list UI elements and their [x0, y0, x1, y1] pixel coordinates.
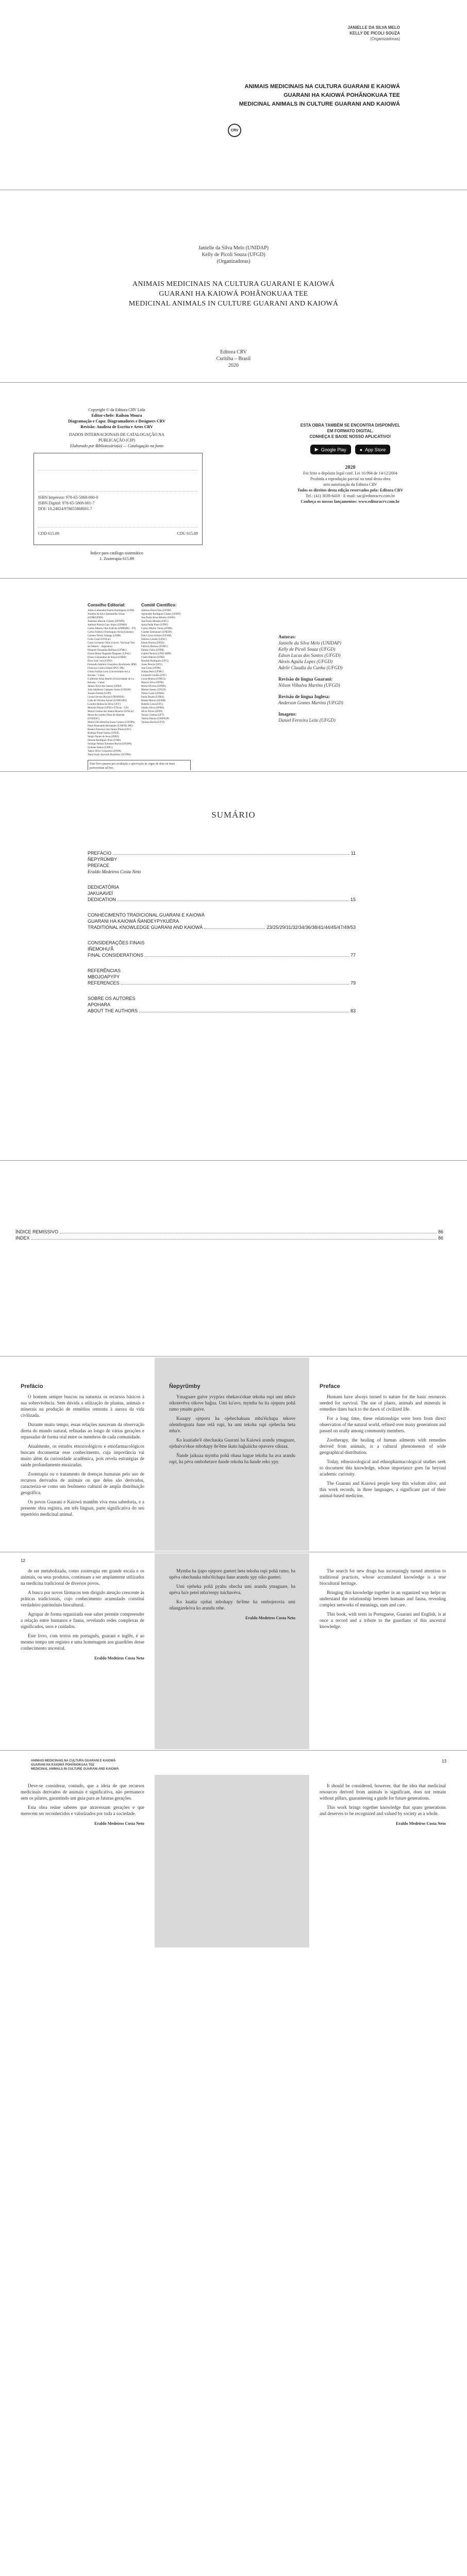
toc-entry[interactable]	[88, 1008, 356, 1014]
board-right-title: Comitê Científico:	[141, 603, 177, 607]
toc-leader-dots	[118, 896, 349, 901]
digital-notice-3: CONHEÇA E BAIXE NOSSO APLICATIVO!	[309, 434, 391, 439]
page-divider	[0, 382, 467, 383]
board-member: Josania Portela (UFPI)	[88, 692, 111, 695]
closing-paragraph-en: It should be considered, however, that the idea that medicinal resources derived from animals is significant, does not remain without pillars, guaranteeing a guide for future generations.	[320, 1783, 446, 1801]
toc-leader-dots	[31, 1235, 437, 1240]
cip-line-2: PUBLICAÇÃO (CIP)	[98, 438, 135, 443]
preface-heading-pt: Prefácio	[21, 1383, 43, 1389]
toc-entry[interactable]	[88, 1002, 356, 1008]
preface-paragraph-pt: O homem sempre buscou na natureza os recursos básicos à sua sobrevivência. Sem dúvida a utilização de plantas, animais e minerais na produção de remédios remonta à aurora da vida civilizada.	[21, 1394, 144, 1418]
title-gn: GUARANI HA KAIOWÁ POHÃNOKUAA TEE	[159, 290, 308, 298]
board-member: Gloria Fariñas León (Universidade de La Havana – Cuba)	[88, 671, 130, 677]
page-divider	[0, 578, 467, 579]
committee-member: Gisele Ribeiro (UFRJ)	[141, 656, 165, 659]
committee-member: Vanessa Rocha (UFJF)	[141, 721, 165, 724]
toc-entry-title: CONHECIMENTO TRADICIONAL GUARANI E KAIOWÁ	[88, 912, 205, 918]
cip-line-1: DADOS INTERNACIONAIS DE CATALOGAÇÃO NA	[69, 432, 164, 437]
board-member: Aldira Guimarães Duarte Domínguez (UNB)	[88, 609, 135, 612]
preface-paragraph-gn: Kuaapy ojeporu ha ojehechakuaa mba'éichapa tekove oñemboguata ñane retã rupi, ha umi tekoha rupi ojehecha heta mba'e.	[169, 1416, 295, 1433]
toc-entry-title: Eraldo Medeiros Costa Neto	[88, 869, 141, 874]
digital-notice-1: ESTA OBRA TAMBÉM SE ENCONTRA DISPONÍVEL	[300, 423, 401, 428]
toc-block-knowledge[interactable]	[88, 912, 356, 930]
board-member: Tania Suely Azevedo Brasileiro (UFOPA)	[88, 754, 131, 756]
english-reviewer: Anderson Gomes Martins (UFGD)	[278, 700, 343, 705]
toc-entry[interactable]	[88, 850, 356, 856]
images-label: Imagens:	[278, 711, 297, 717]
committee-member: Roberto Lima (UFC)	[141, 703, 163, 706]
committee-member: Nilton Costa (UFMA)	[141, 692, 164, 695]
toc-entry-title: REFERÊNCIAS	[88, 968, 121, 973]
page-divider	[0, 1160, 467, 1161]
preface2-paragraph-pt: Agrupar de forma organizada esse saber permite compreender a relação entre humanos e fauna, revelando redes complexas de significados, usos e cuidados.	[21, 1612, 144, 1629]
rights-3: sem autorização da Editora CRV	[323, 482, 377, 487]
committee-member: Haroldo Rodrigues (UFG)	[141, 660, 169, 663]
closing-paragraph-pt: Deve-se considerar, contudo, que a ideia de que recursos medicinais derivados de animais é significativa, não permanece sem os pilares, garantindo um guia para as futuras gerações.	[21, 1783, 144, 1801]
toc-entry[interactable]	[88, 980, 356, 986]
committee-member: Tereza Cristina (UFT)	[141, 714, 164, 717]
board-member: Maria Lília Imbiriba Sousa Colares (UFOPA)	[88, 721, 135, 724]
board-member: Leonel Severo Rocha (UNISINOS)	[88, 696, 124, 699]
authors-list	[278, 640, 392, 671]
board-member: Cesar Gerónimo Tello (Univer. Nacional Três de Febrero – Argentina)	[88, 642, 135, 648]
preface2-paragraph-en: The search for new drugs has increasingly turned attention to traditional practices, whose accumulated knowledge is a true biocultural heritage.	[320, 1568, 446, 1586]
closing-signature-pt: Eraldo Medeiros Costa Neto	[94, 1821, 144, 1826]
committee-member: Gabriel Pereira (UNICAMP)	[141, 653, 172, 655]
committee-member: Fátima Vieira (UFPR)	[141, 649, 164, 652]
copyright-year: 2020	[345, 465, 356, 470]
title-page-publisher	[0, 349, 467, 369]
closing-signature-en: Eraldo Medeiros Costa Neto	[396, 1821, 446, 1826]
board-member: Elizeu Clementino de Souza (UNEB)	[88, 656, 126, 659]
page-divider	[0, 1750, 467, 1751]
committee-member: Jonas Pereira (UFU)	[141, 664, 163, 666]
title-en: MEDICINAL ANIMALS IN CULTURE GUARANI AND KAIOWÁ	[128, 300, 339, 308]
play-store-icon: ▶	[314, 447, 319, 452]
board-left-title: Conselho Editorial:	[88, 603, 126, 607]
title-page-editors	[0, 245, 467, 265]
toc-block-index[interactable]	[15, 1229, 443, 1241]
doi: DOI: 10.24824/978655868001.7	[38, 506, 92, 511]
preface-paragraph-gn: Ymaguare guive yvypóra ohekava'ekue tekoha rupi umi mba'e oikotevẽva oikove hag̃ua. Umi ka'avo, mymba ha ita ojepuru pohã ramo ymaite guive.	[169, 1394, 295, 1412]
board-member: Guillermo Arias Beatón (Universidade de La Havana – Cuba)	[88, 678, 134, 684]
cover-organizer-1: JANIELLE DA SILVA MELO	[347, 25, 400, 30]
toc-page-number: 79	[350, 980, 356, 986]
board-member: Carlos Alberto Vilar Estêvão (UMINHO – PT)	[88, 628, 136, 630]
blank-area	[0, 1947, 467, 2576]
preface-continued-page	[0, 1553, 467, 1749]
board-member: Jailson Alves dos Santos (UFRJ)	[88, 685, 122, 688]
preface-paragraph-gn: Ñande jaikuaa mymba pohã ohasa hague tekoha ha ava arandu rupi, ha péva ombohetave ñande rekoha ha ñande reko ypy.	[169, 1453, 295, 1464]
closing-page	[0, 1752, 467, 1947]
toc-block-preface[interactable]	[88, 850, 356, 875]
preface-page	[0, 1358, 467, 1551]
preface-en-column	[320, 1383, 446, 1502]
board-member: Fernando Antônio Gonçalves Alcoforado (IPB)	[88, 664, 137, 666]
committee-member: Adriana Flávia Neu (UFSM)	[141, 609, 171, 612]
editor-2: Kelly de Picoli Souza (UFGD)	[202, 252, 265, 258]
rights-2: Proibida a reprodução parcial ou total desta obra	[310, 477, 391, 481]
running-header-gn: GUARANI HA KAIOWÁ POHÃNOKUAA TEE	[31, 1764, 95, 1767]
committee-member: Sílvia Torres (UFPI)	[141, 710, 162, 713]
toc-entry-title: ABOUT THE AUTHORS	[88, 1008, 138, 1013]
preface2-paragraph-gn: Mymba ha ijapo ojeporu gueteri heta tekoha rupi pohã ramo, ha upéva ohechauka mba'éichapa ñane arandu ypy oiko gueteri.	[169, 1568, 295, 1580]
title-pt: ANIMAIS MEDICINAIS NA CULTURA GUARANI E KAIOWÁ	[132, 280, 335, 288]
toc-entry[interactable]	[88, 924, 356, 930]
board-member: Solange Helena Ximenes-Rocha (UFOPA)	[88, 743, 132, 745]
closing-gray-panel	[155, 1775, 309, 1947]
toc-entry[interactable]	[88, 912, 356, 918]
board-left-list	[88, 609, 137, 757]
crv-logo-icon: CRV	[228, 124, 241, 137]
author-name: Alexis Aguila Lopes (UFGD)	[278, 659, 333, 664]
cover-page	[0, 0, 467, 185]
board-member: Élsio José Corá (UFFS)	[88, 660, 112, 663]
committee-member: Fabrício Barroso (FURG)	[141, 646, 168, 648]
toc-entry[interactable]	[88, 890, 356, 896]
toc-page-number: 77	[350, 953, 356, 958]
author-name: Kelly de Picoli Souza (UFGD)	[278, 647, 336, 652]
author-name: Edson Lucas dos Santos (UFGD)	[278, 653, 341, 658]
board-member: Carlos Federico Dominguez Avila (Unieuro)	[88, 631, 134, 634]
preface-pt-column	[21, 1383, 144, 1520]
cdd-code: CDD 615.89	[38, 531, 59, 536]
toc-entry-title: APOHARA	[88, 1002, 111, 1007]
app-store-label: App Store	[365, 447, 386, 452]
preface-paragraph-pt: Durante muito tempo, essas relações nasceram da observação direta do mundo natural, refinadas ao longo de várias gerações e repassadas de forma oral entre os membros de cada comunidade.	[21, 1422, 144, 1439]
rights-6: Conheça os nossos lançamentos: www.editoracrv.com.br	[301, 499, 400, 504]
committee-member: Marcos Silva (UFPE)	[141, 682, 164, 684]
title-page-titles	[0, 279, 467, 309]
toc-page-number: 23/25/29/31/32/34/36/38/41/44/45/47/49/53	[266, 925, 356, 930]
toc-page-number: 83	[350, 1008, 356, 1013]
guarani-reviewer: Nilson Vilhalva Martins (UFGD)	[278, 683, 340, 688]
preface2-en-column	[320, 1568, 446, 1633]
toc-entry-title: JAKUAAVEÍ	[88, 891, 113, 896]
toc-block-references[interactable]	[88, 968, 356, 986]
toc-entry[interactable]	[88, 896, 356, 903]
running-header-pt: ANIMAIS MEDICINAIS NA CULTURA GUARANI E KAIOWÁ	[31, 1759, 116, 1762]
board-member: Simone Rodrigues Pinto (UNB)	[88, 739, 121, 742]
toc-entry[interactable]	[88, 918, 356, 924]
title-page	[0, 193, 467, 379]
cover-organizers	[347, 25, 400, 42]
preface-paragraph-pt: Os povos Guarani e Kaiowá mantêm viva essa sabedoria, e a presente obra registra, em três línguas, parte significativa do seu repertório medicinal animal.	[21, 1499, 144, 1517]
apple-icon: ●	[359, 447, 363, 452]
board-member: Sydione Santos (UEPG)	[88, 747, 113, 749]
board-right-list	[141, 609, 191, 724]
catalog-card	[34, 453, 203, 545]
toc-block-dedication[interactable]	[88, 884, 356, 903]
closing-paragraph-en: This work brings together knowledge that spans generations and deserves to be recognized and valued by society as a whole.	[320, 1805, 446, 1816]
cover-title-pt: ANIMAIS MEDICINAIS NA CULTURA GUARANI E KAIOWÁ	[244, 83, 400, 90]
preface-gn-column	[169, 1383, 295, 1468]
credit-review: Revisão: Analista de Escrita e Artes CRV	[80, 425, 153, 429]
publisher-year: 2020	[228, 363, 239, 368]
publisher-city: Curitiba – Brasil	[216, 356, 251, 362]
toc-entry-title: IÑEMOHU'Ã	[88, 946, 114, 952]
preface-paragraph-en: For a long time, these relationships were born from direct observation of the natural world, refined over many generations and passed on orally among community members.	[320, 1416, 446, 1433]
preface2-paragraph-pt: de ser metabolizada, como zooterapia em grande escala e os animais, ou seus produtos, continuam a ser amplamente utilizados na medicina tradicional de diversos povos.	[21, 1568, 144, 1586]
board-page	[0, 582, 467, 770]
cdu-code: CDU 615.89	[177, 531, 198, 536]
committee-member: Ana Paula Mendes (UEG)	[141, 620, 169, 623]
toc-entry-title: PREFÁCIO	[88, 851, 112, 856]
toc-leader-dots	[139, 1008, 349, 1012]
committee-member: Edson Pereira (UFES)	[141, 642, 164, 645]
toc-title: SUMÁRIO	[211, 810, 256, 820]
preface-paragraph-gn: Ko kuatiañe'ẽ ohechauka Guarani ha Kaiowá arandu ymaguare, ojehaiva'ekue mbohapy ñe'ẽme ikatu hag̃uáicha opavave oikuaa.	[169, 1437, 295, 1449]
committee-member: Sandra Alves (UFRN)	[141, 707, 164, 709]
board-member: Elione Maria Nogueira Diogenes (UFAL)	[88, 653, 131, 655]
board-member: Sérgio Nunes de Jesus (IFRO)	[88, 736, 119, 738]
cover-title-en: MEDICINAL ANIMALS IN CULTURE GUARANI AND KAIOWÁ	[239, 101, 400, 107]
toc-entry-title: SOBRE OS AUTORES	[88, 996, 136, 1001]
preface-paragraph-en: Today, ethnozoological and ethnopharmacological studies seek to document this knowledge, whose importance goes far beyond academic curiosity.	[320, 1459, 446, 1477]
toc-block-final[interactable]	[88, 940, 356, 958]
table-of-contents	[0, 773, 467, 1159]
toc-block-authors[interactable]	[88, 995, 356, 1014]
app-store-badge[interactable]	[355, 445, 390, 454]
cip-line-3: Elaborado por Bibliotecário(a) — Catalogação na fonte	[70, 444, 164, 448]
google-play-badge[interactable]	[310, 445, 351, 454]
board-member: Francisco Carlos Duarte (PUC-PR)	[88, 667, 124, 670]
board-member: Maria Cristina dos Santos Bezerra (UFSCar)	[88, 710, 134, 713]
copyright-header: Copyright © da Editora CRV Ltda	[88, 408, 145, 412]
board-member: Tadeu Oliver Gonçalves (UFPA)	[88, 750, 122, 753]
board-member: João Adalberto Campato Junior (UNESP)	[88, 689, 131, 691]
preface2-paragraph-pt: Este livro, com textos em português, guarani e inglês, é ao mesmo tempo um registro e uma homenagem aos guardiões desse conhecimento ancestral.	[21, 1633, 144, 1651]
committee-member: Dolores Lazzari (UFSC)	[141, 638, 167, 641]
isbn-digital: ISBN Digital: 978-65-5868-001-7	[38, 501, 95, 505]
credit-editor: Editor-chefe: Railson Moura	[91, 413, 142, 418]
rights-4: Todos os direitos desta edição reservados pela: Editora CRV	[297, 488, 404, 493]
board-member: Antônio Pereira Gaio Júnior (UFRRJ)	[88, 624, 127, 626]
toc-entry-title: ÑEPYRÜMBY	[88, 857, 118, 862]
toc-entry-title: DEDICATION	[88, 897, 116, 902]
cover-titles	[239, 82, 400, 109]
committee-member: Valéria Ramos (UNIFESP)	[141, 718, 170, 720]
index-page	[0, 1162, 467, 1355]
toc-entry[interactable]	[88, 952, 356, 958]
preface2-signature-gn: Eraldo Medeiros Costa Neto	[245, 1616, 295, 1620]
authors-label: Autoras:	[278, 634, 296, 639]
board-member: Anselmo Alencar Colares (UFOPA)	[88, 620, 125, 623]
board-member: Andréia da Silva Quintanilha Sousa (UNIR/UFRN)	[88, 613, 125, 619]
preface2-pt-column	[21, 1568, 144, 1662]
committee-member: Aguinaldo Rodrigues Gomes (UFMT)	[141, 613, 181, 616]
editor-note: (Organizadoras)	[216, 259, 251, 264]
rights-5: Tel.: (41) 3039-6418 · E-mail: sac@editoracrv.com.br	[306, 494, 395, 498]
toc-entry-title: GUARANI HA KAIOWÁ ÑANDEYPYKUÉRA	[88, 919, 179, 924]
committee-member: Leonardo Coelho (UFF)	[141, 674, 166, 677]
toc-leader-dots	[113, 850, 349, 855]
toc-entry[interactable]	[88, 869, 356, 875]
committee-member: Anna Paula Pinto (UFPE)	[141, 624, 168, 626]
toc-leader-dots	[204, 924, 265, 929]
toc-leader-dots	[145, 952, 349, 957]
committee-member: Marlon Santos (UFGD)	[141, 689, 166, 691]
toc-entry[interactable]	[15, 1229, 443, 1235]
closing-en-column	[320, 1783, 446, 1827]
toc-page-number: 86	[438, 1229, 443, 1234]
committee-member: Renata Moura (UFAM)	[141, 700, 166, 702]
toc-page-number: 11	[351, 851, 356, 856]
committee-member: Paula Duarte (UFBA)	[141, 696, 164, 699]
committee-member: Dalvi Lúcia Scherer (UFSM)	[141, 635, 172, 637]
closing-paragraph-pt: Esta obra reúne saberes que atravessam gerações e que merecem ser reconhecidos e valorizados por toda a sociedade.	[21, 1805, 144, 1816]
board-member: Marcelo Paixão (UFRJ e UTexas – US)	[88, 707, 129, 709]
toc-entry-title: INDEX	[15, 1235, 30, 1241]
preface2-paragraph-gn: Ko kuatia ojehai mbohapy ñe'ẽme ha ombojerovia umi oñangarekóva ko arandu rehe.	[169, 1599, 295, 1611]
board-member: Rodrigo Pratte-Santos (UFES)	[88, 732, 120, 735]
preface2-signature-pt: Eraldo Medeiros Costa Neto	[94, 1656, 144, 1660]
toc-entry[interactable]	[88, 856, 356, 862]
toc-entry-title: FINAL CONSIDERATIONS	[88, 953, 144, 958]
toc-page-number: 15	[350, 897, 356, 902]
toc-entry-title: REFERENCES	[88, 980, 120, 986]
preface2-gn-column	[169, 1568, 295, 1621]
catalog-index-label: Índice para catálogo sistemático	[90, 551, 143, 555]
rights-1: Foi feito o depósito legal conf. Lei 10.994 de 14/12/2004	[303, 471, 397, 476]
digital-notice-2: EM FORMATO DIGITAL.	[327, 429, 374, 433]
preface-paragraph-pt: Atualmente, os estudos etnozoológicos e etnofarmacológicos buscam documentar esse conhecimento, cuja importância vai muito além da curiosidade acadêmica, pois revela estratégias de saúde profundamente enraizadas.	[21, 1444, 144, 1467]
preface2-paragraph-en: This book, with texts in Portuguese, Guarani and English, is at once a record and a tribute to the guardians of this ancestral knowledge.	[320, 1612, 446, 1629]
preface2-paragraph-pt: A busca por novos fármacos tem dirigido atenção crescente às práticas tradicionais, cujo conhecimento acumulado constitui verdadeiro patrimônio biocultural.	[21, 1590, 144, 1607]
toc-entry[interactable]	[88, 995, 356, 1002]
toc-entry-title: DEDICATÓRIA	[88, 885, 119, 890]
catalog-index-item: 1. Zooterapia 615.89	[99, 556, 134, 561]
preface-heading-gn: Ñepyrũmby	[169, 1383, 201, 1389]
credit-design: Diagramação e Capa: Diagramadores e Designers CRV	[68, 419, 165, 423]
toc-entry[interactable]	[88, 862, 356, 869]
toc-entry[interactable]	[88, 968, 356, 974]
toc-page-number: 86	[438, 1235, 443, 1241]
toc-entry-title: ÍNDICE REMISSIVO	[15, 1229, 59, 1234]
editor-1: Janielle da Silva Melo (UNIDAP)	[198, 245, 269, 251]
board-member: Eduardo Fernandes Barbosa (UFMG)	[88, 649, 127, 652]
toc-entry[interactable]	[15, 1235, 443, 1241]
cover-organizer-2: KELLY DE PICOLI SOUZA	[349, 31, 400, 36]
toc-entry[interactable]	[88, 974, 356, 980]
board-member: Paulo Romualdo Hernandes (UNIFAL-MG)	[88, 725, 134, 727]
author-name: Adelir Claudia da Cunha (UFGD)	[278, 665, 343, 670]
copyright-page	[0, 386, 467, 577]
page-divider	[0, 771, 467, 772]
running-header	[31, 1759, 119, 1771]
english-review-label: Revisão de língua Inglesa:	[278, 694, 330, 699]
board-member: Celso Conti (UFSCar)	[88, 638, 111, 641]
publisher-name: Editora CRV	[220, 349, 247, 355]
board-member: Maria de Lourdes Pinto de Almeida (UNOESC)	[88, 714, 125, 720]
toc-entry-title: TRADITIONAL KNOWLEDGE GUARANI AND KAIOWÁ	[88, 925, 203, 930]
running-header-en: MEDICINAL ANIMALS IN CULTURE GUARANI AND KAIOWÁ	[31, 1768, 119, 1771]
toc-entry[interactable]	[88, 946, 356, 952]
preface-paragraph-en: Humans have always turned to nature for the basic resources needed for survival. The use of plants, animals and minerals in remedies dates back to the dawn of civilized life.	[320, 1394, 446, 1412]
committee-member: Carlos Alberto Vieira (UFPR)	[141, 628, 172, 630]
isbn-print: ISBN Impresso: 978-65-5868-000-0	[38, 495, 98, 500]
preface-heading-en: Preface	[320, 1383, 340, 1389]
preface2-paragraph-en: Bringing this knowledge together in an organized way helps us understand the relationship between humans and fauna, revealing complex networks of meanings, uses and care.	[320, 1590, 446, 1607]
toc-leader-dots	[60, 1229, 437, 1233]
author-name: Janielle da Silva Melo (UNIDAP)	[278, 640, 341, 646]
committee-member: Maria Oliveira (UFMS)	[141, 685, 166, 688]
page-number: 12	[21, 1558, 25, 1563]
toc-entry[interactable]	[88, 940, 356, 946]
closing-pt-column	[21, 1783, 144, 1827]
guarani-review-label: Revisão de língua Guarani:	[278, 676, 333, 682]
board-member: Carmen Tereza Velanga (UNIR)	[88, 635, 121, 637]
page-number: 13	[442, 1759, 446, 1764]
toc-entry-title: PREFACE	[88, 863, 110, 868]
committee-member: Ana Paula Alves Ribeiro (UERJ)	[141, 617, 176, 619]
board-member: Lourdes Helena da Silva (UFV)	[88, 703, 121, 706]
illustrator: Daniel Ferreira Leite (UFGD)	[278, 718, 336, 723]
toc-entry[interactable]	[88, 884, 356, 890]
preface-paragraph-en: Zootherapy, the healing of human ailments with remedies derived from animals, is a cultural phenomenon of wide geographical distribution.	[320, 1437, 446, 1455]
page-divider	[0, 1356, 467, 1357]
committee-member: Juliana Reis (UFMG)	[141, 671, 164, 673]
preface2-paragraph-gn: Umi ojeheka pohã pyahu ohecha umi arandu ymaguare, ha upéva ha'e peteĩ mba'erepy tuichavéva.	[169, 1584, 295, 1595]
committee-member: Lúcia Helena (UFRGS)	[141, 678, 166, 681]
preface-paragraph-pt: Zooterapia ou o tratamento de doenças humanas pelo uso de recursos derivados de animais ou que deles são derivados, caracteriza-se como um fenômeno cultural de ampla distribuição geográfica.	[21, 1471, 144, 1495]
toc-entry-title: CONSIDERAÇÕES FINAIS	[88, 940, 145, 945]
peer-review-note: Este livro passou por avaliação e aprovação às cegas de dois ou mais pareceristas ad hoc.	[88, 760, 191, 770]
toc-entry-title: MBOJOAPYPY	[88, 974, 120, 979]
committee-member: Clauber Emmanuel (UNESP)	[141, 631, 172, 634]
board-member: Renato Francisco dos Santos Paula (UFG)	[88, 728, 131, 731]
cover-title-gn: GUARANI HA KAIOWÁ POHÃNOKUAA TEE	[283, 92, 400, 98]
committee-member: José Lima (UFPB)	[141, 667, 161, 670]
board-member: Lídia de Oliveira Xavier (UNIEURO)	[88, 700, 127, 702]
toc-leader-dots	[121, 980, 349, 985]
cover-organizer-note: (Organizadoras)	[370, 37, 400, 41]
google-play-label: Google Play	[321, 447, 346, 452]
preface-paragraph-en: The Guarani and Kaiowá people keep this wisdom alive, and this work records, in three languages, a significant part of their animal-based medicine.	[320, 1481, 446, 1498]
